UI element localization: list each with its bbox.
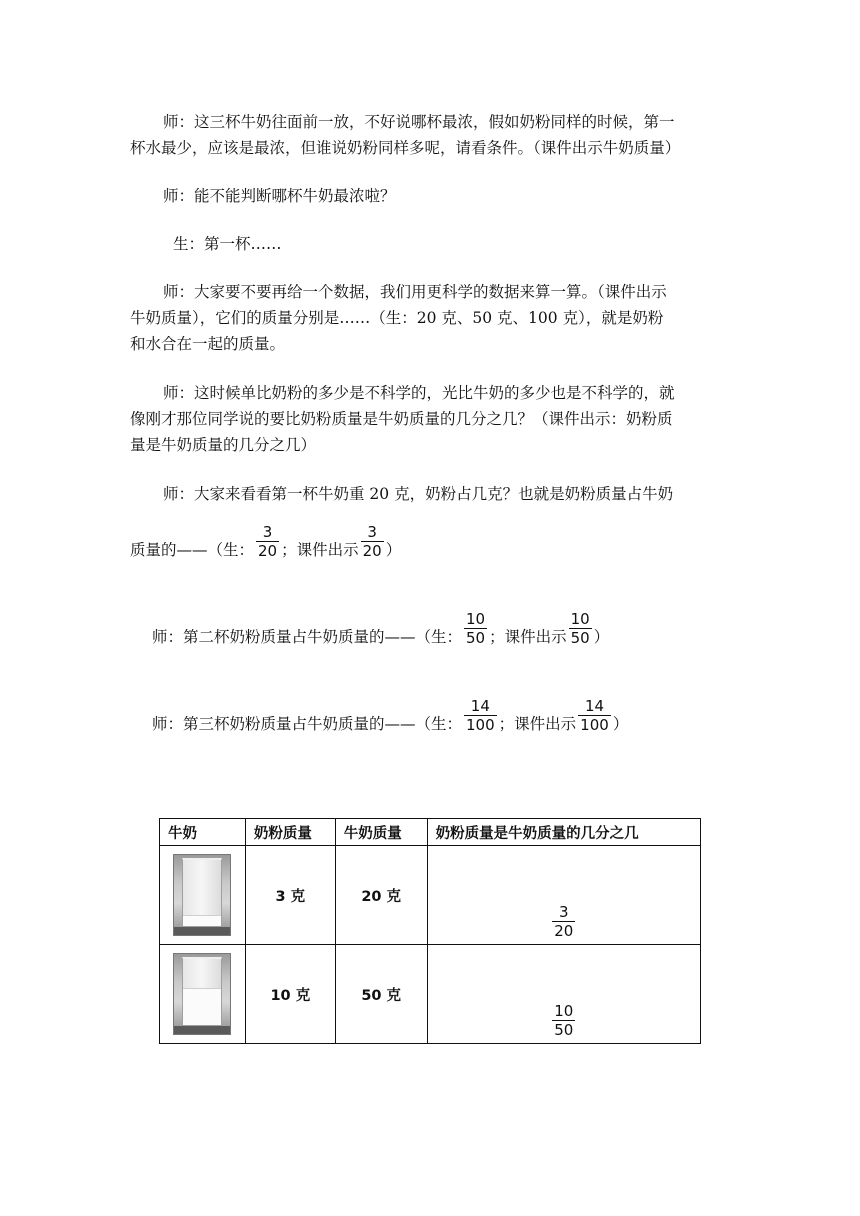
fraction-cell [427,846,700,945]
fraction-numerator: 10 [570,609,590,628]
paragraph-3: 生：第一杯…… [173,235,282,253]
table-fraction [552,1002,575,1039]
fraction-courseware-1 [361,523,384,560]
table-row [160,945,701,1044]
fraction-courseware-2 [569,610,592,647]
paragraph-7-text-b: ；课件出示 [489,628,567,646]
paragraph-4-line-3: 和水合在一起的质量。 [130,335,286,353]
fraction-denominator: 20 [362,541,382,560]
fraction-denominator: 20 [554,922,574,940]
fraction-denominator: 100 [580,715,609,734]
paragraph-8-text-b: ；课件出示 [498,715,577,733]
paragraph-4-line-1: 师：大家要不要再给一个数据，我们用更科学的数据来算一算。（课件出示 [163,283,667,301]
paragraph-5-line-2: 像刚才那位同学说的要比奶粉质量是牛奶质量的几分之几？（课件出示：奶粉质 [130,410,673,428]
paragraph-8-text-a: 师：第三杯奶粉质量占牛奶质量的——（生： [152,715,463,733]
paragraph-5-line-3: 量是牛奶质量的几分之几） [130,436,317,454]
paragraph-1-line-1: 师：这三杯牛奶往面前一放，不好说哪杯最浓，假如奶粉同样的时候，第一 [163,113,675,131]
paragraph-4-line-2: 牛奶质量），它们的质量分别是……（生：20 克、50 克、100 克），就是奶粉 [130,309,664,327]
header-fraction: 奶粉质量是牛奶质量的几分之几 [427,819,700,846]
fraction-denominator: 50 [554,1021,574,1039]
paragraph-6-text-c: ） [385,541,402,559]
fraction-denominator: 20 [258,541,278,560]
paragraph-6-text-a: 质量的——（生： [130,541,255,559]
fraction-numerator: 10 [466,609,486,628]
milk-table [159,818,701,1044]
paragraph-6-text-b: ；课件出示 [281,541,359,559]
paragraph-7-text-c: ） [593,628,610,646]
milk-mass-cell: 50 克 [335,945,427,1044]
milk-image-cell [160,846,246,945]
powder-mass-cell: 10 克 [245,945,335,1044]
fraction-student-2 [464,610,487,647]
fraction-numerator: 14 [470,696,490,715]
table-row [160,846,701,945]
milk-glass-image [173,854,231,936]
paragraph-7 [152,609,610,657]
fraction-denominator: 50 [466,628,486,647]
fraction-student-1 [256,523,279,560]
fraction-courseware-3 [578,697,611,734]
table-header-row [160,819,701,846]
header-milk: 牛奶 [160,819,246,846]
fraction-denominator: 50 [570,628,590,647]
fraction-numerator: 14 [584,696,605,715]
paragraph-2: 师：能不能判断哪杯牛奶最浓啦？ [163,187,396,205]
paragraph-6-line-2 [130,522,402,570]
header-powder-mass: 奶粉质量 [245,819,335,846]
milk-image-cell [160,945,246,1044]
powder-mass-cell: 3 克 [245,846,335,945]
paragraph-5-line-1: 师：这时候单比奶粉的多少是不科学的，光比牛奶的多少也是不科学的，就 [163,384,675,402]
paragraph-6-line-1: 师：大家来看看第一杯牛奶重 20 克，奶粉占几克？也就是奶粉质量占牛奶 [163,485,674,503]
fraction-denominator: 100 [466,715,495,734]
fraction-numerator: 3 [262,522,273,541]
table-fraction [552,903,575,940]
milk-glass-image [173,953,231,1035]
milk-mass-cell: 20 克 [335,846,427,945]
fraction-student-3 [464,697,497,734]
fraction-numerator: 3 [367,522,377,541]
fraction-cell [427,945,700,1044]
paragraph-7-text-a: 师：第二杯奶粉质量占牛奶质量的——（生： [152,628,463,646]
paragraph-1-line-2: 杯水最少，应该是最浓，但谁说奶粉同样多呢，请看条件。（课件出示牛奶质量） [130,139,681,157]
header-milk-mass: 牛奶质量 [335,819,427,846]
paragraph-8-text-c: ） [612,715,629,733]
paragraph-8 [152,696,629,744]
fraction-numerator: 10 [554,1002,574,1020]
fraction-numerator: 3 [559,903,569,921]
